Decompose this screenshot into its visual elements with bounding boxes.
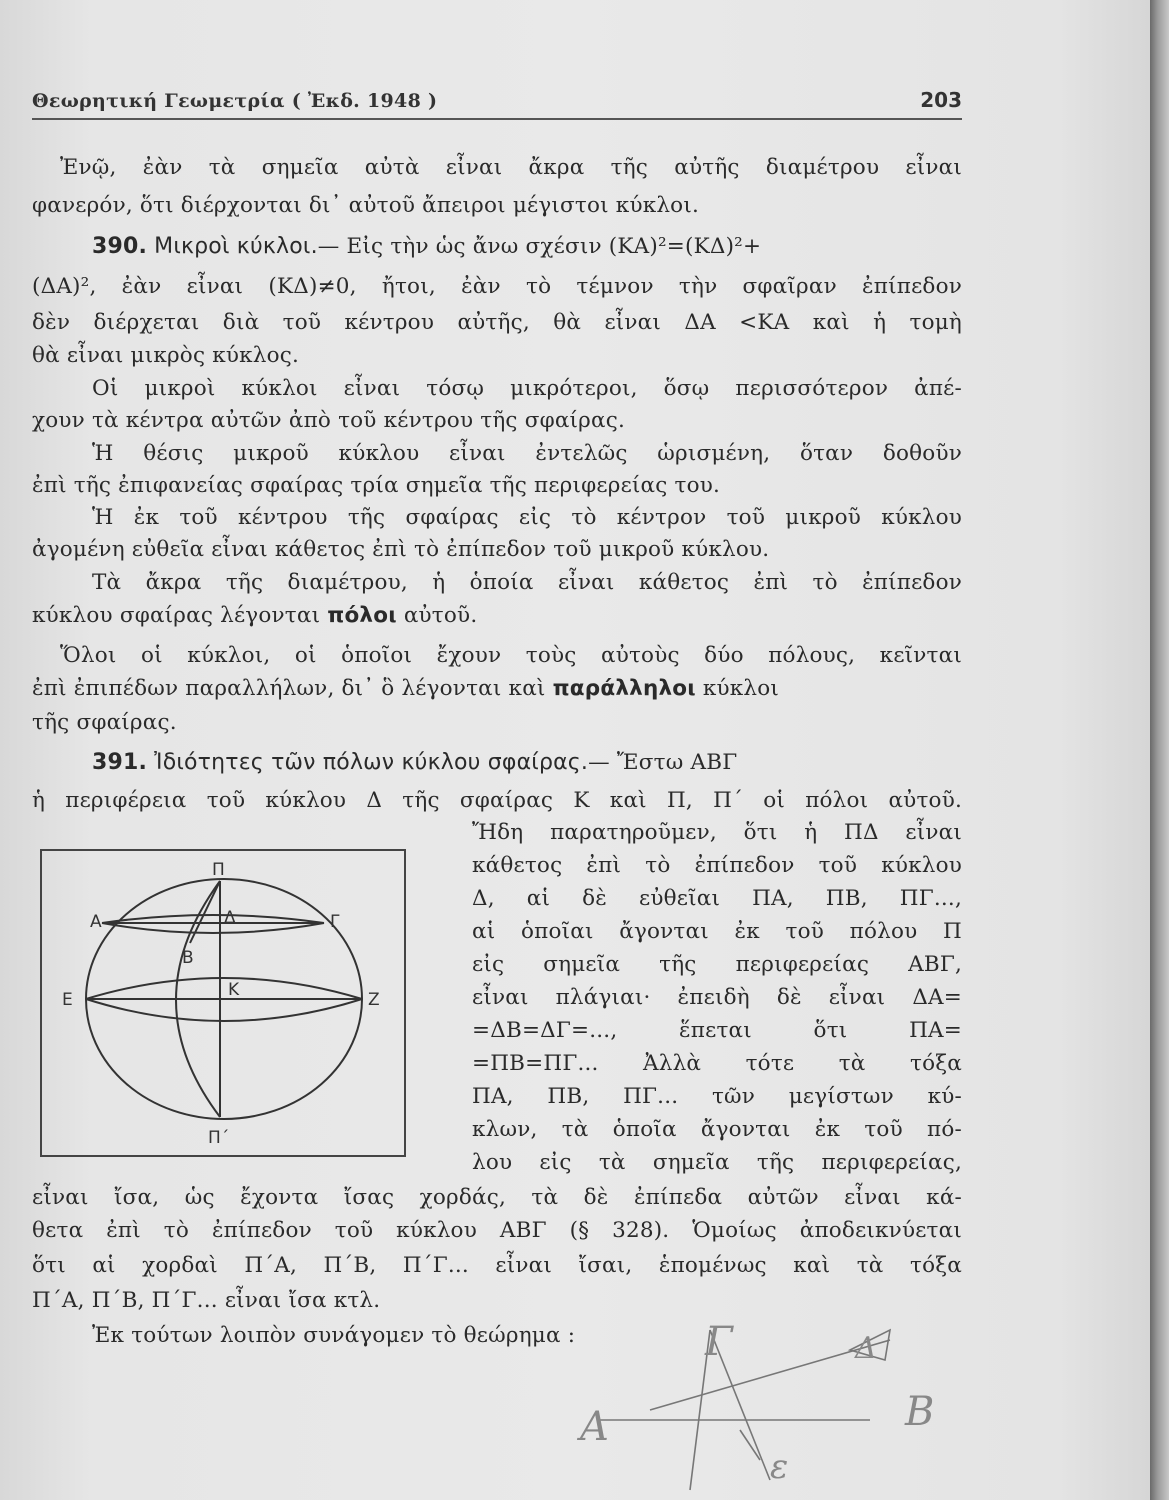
text-line: Ἤδη παρατηροῦμεν, ὅτι ἡ ΠΔ εἶναι	[472, 820, 962, 845]
text-line: εἶναι πλάγιαι· ἐπειδὴ δὲ εἶναι ΔΑ=	[472, 985, 962, 1010]
section-title: Ἰδιότητες τῶν πόλων κύκλου σφαίρας.	[154, 750, 589, 775]
great-circle-back	[86, 978, 362, 999]
text-line: λου εἰς τὰ σημεῖα τῆς περιφερείας,	[472, 1150, 962, 1175]
label-P: Π	[212, 860, 225, 880]
text-line: εἰς σημεῖα τῆς περιφερείας ΑΒΓ,	[472, 952, 962, 977]
text-line: ἀγομένη εὐθεῖα εἶναι κάθετος ἐπὶ τὸ ἐπίπεδον τοῦ μικροῦ κύκλου.	[32, 537, 770, 562]
section-title: Μικροὶ κύκλοι.	[154, 234, 318, 259]
text-line: θετα ἐπὶ τὸ ἐπίπεδον τοῦ κύκλου ΑΒΓ (§ 328). Ὁμοίως ἀποδεικνύεται	[32, 1218, 962, 1243]
page-number: 203	[920, 88, 962, 112]
text-line: Δ, αἱ δὲ εὐθεῖαι ΠΑ, ΠΒ, ΠΓ...,	[472, 886, 962, 911]
text-line: φανερόν, ὅτι διέρχονται δι᾿ αὐτοῦ ἄπειροι μέγιστοι κύκλοι.	[32, 193, 699, 218]
label-B: Β	[182, 948, 194, 968]
text-run: — Ἔστω ΑΒΓ	[588, 750, 738, 775]
term-parallel: παράλληλοι	[552, 676, 696, 701]
label-G: Γ	[330, 912, 340, 932]
great-circle-front	[86, 999, 362, 1021]
label-P-prime: Π΄	[208, 1128, 230, 1148]
text-line	[32, 678, 962, 700]
label-D: Δ	[224, 908, 236, 928]
text-line: Τὰ ἄκρα τῆς διαμέτρου, ἡ ὁποία εἶναι κάθετος ἐπὶ τὸ ἐπίπεδον	[92, 570, 962, 595]
section-number: 391.	[92, 750, 148, 775]
sketch-line	[740, 1430, 760, 1460]
text-line: αἱ ὁποῖαι ἄγονται ἐκ τοῦ πόλου Π	[472, 919, 962, 944]
text-line: (ΔΑ)², ἐὰν εἶναι (ΚΔ)≠0, ἤτοι, ἐὰν τὸ τέμνον τὴν σφαῖραν ἐπίπεδον	[32, 274, 962, 299]
label-E: Ε	[62, 990, 73, 1010]
text-line: χουν τὰ κέντρα αὐτῶν ἀπὸ τοῦ κέντρου τῆς σφαίρας.	[32, 408, 626, 433]
text-line: κλων, τὰ ὁποῖα ἄγονται ἐκ τοῦ πό-	[472, 1117, 962, 1142]
text-run: αὐτοῦ.	[396, 603, 478, 628]
text-line: ἡ περιφέρεια τοῦ κύκλου Δ τῆς σφαίρας Κ καὶ Π, Π΄ οἱ πόλοι αὐτοῦ.	[32, 788, 962, 813]
label-A: Α	[90, 912, 102, 932]
text-line: Ἐνῷ, ἐὰν τὰ σημεῖα αὐτὰ εἶναι ἄκρα τῆς αὐτῆς διαμέτρου εἶναι	[60, 155, 962, 180]
text-line	[32, 605, 962, 627]
text-line: =ΠΒ=ΠΓ... Ἀλλὰ τότε τὰ τόξα	[472, 1051, 962, 1076]
text-run: ἐπὶ ἐπιπέδων παραλλήλων, δι᾿ ὃ λέγονται καὶ	[32, 676, 553, 701]
text-line: Ἡ ἐκ τοῦ κέντρου τῆς σφαίρας εἰς τὸ κέντρον τοῦ μικροῦ κύκλου	[92, 505, 962, 530]
section-390-heading	[92, 236, 962, 258]
label-K: Κ	[228, 980, 240, 1000]
sketch-label: Β	[905, 1389, 935, 1435]
sphere-figure	[40, 849, 406, 1157]
text-line: ὅτι αἱ χορδαὶ Π΄Α, Π΄Β, Π΄Γ... εἶναι ἴσαι, ἑπομένως καὶ τὰ τόξα	[32, 1253, 962, 1278]
text-line: τῆς σφαίρας.	[32, 710, 177, 735]
handwritten-sketch	[560, 1310, 960, 1500]
text-run: κύκλοι	[695, 676, 779, 701]
text-line: Ὅλοι οἱ κύκλοι, οἱ ὁποῖοι ἔχουν τοὺς αὐτοὺς δύο πόλους, κεῖνται	[60, 643, 962, 668]
text-line: Ἡ θέσις μικροῦ κύκλου εἶναι ἐντελῶς ὡρισμένη, ὅταν δοθοῦν	[92, 441, 962, 466]
sphere-diagram	[42, 851, 404, 1155]
term-poloi: πόλοι	[327, 603, 397, 628]
text-line: Π΄Α, Π΄Β, Π΄Γ... εἶναι ἴσα κτλ.	[32, 1288, 381, 1313]
text-line: ἐπὶ τῆς ἐπιφανείας σφαίρας τρία σημεῖα τῆς περιφερείας του.	[32, 473, 721, 498]
text-line: δὲν διέρχεται διὰ τοῦ κέντρου αὐτῆς, θὰ εἶναι ΔΑ <ΚΑ καὶ ἡ τομὴ	[32, 310, 962, 335]
running-header	[32, 88, 962, 120]
sketch-label: Α	[580, 1404, 609, 1450]
text-line: κάθετος ἐπὶ τὸ ἐπίπεδον τοῦ κύκλου	[472, 853, 962, 878]
label-Z: Ζ	[368, 990, 380, 1010]
text-run: κύκλου σφαίρας λέγονται	[32, 603, 328, 628]
text-line: Οἱ μικροὶ κύκλοι εἶναι τόσῳ μικρότεροι, ὅσῳ περισσότερον ἀπέ-	[92, 376, 962, 401]
text-line: ΠΑ, ΠΒ, ΠΓ... τῶν μεγίστων κύ-	[472, 1084, 962, 1109]
text-line: Ἐκ τούτων λοιπὸν συνάγομεν τὸ θεώρημα :	[92, 1323, 576, 1348]
section-391-heading	[92, 752, 962, 774]
section-number: 390.	[92, 234, 148, 259]
text-line: θὰ εἶναι μικρὸς κύκλος.	[32, 343, 300, 368]
page-edge	[1150, 0, 1169, 1500]
text-run: — Εἰς τὴν ὡς ἄνω σχέσιν (ΚΑ)²=(ΚΔ)²+	[317, 234, 762, 259]
small-circle-front	[102, 923, 324, 933]
sketch-label: Γ	[705, 1319, 733, 1365]
text-line: =ΔΒ=ΔΓ=..., ἕπεται ὅτι ΠΑ=	[472, 1018, 962, 1043]
sketch-label: Δ	[855, 1331, 877, 1366]
sketch-label: ε	[770, 1447, 789, 1487]
header-title: Θεωρητική Γεωμετρία ( Ἐκδ. 1948 )	[32, 90, 438, 112]
text-line: εἶναι ἴσα, ὡς ἔχοντα ἴσας χορδάς, τὰ δὲ ἐπίπεδα αὐτῶν εἶναι κά-	[32, 1185, 962, 1210]
small-circle-back	[102, 915, 324, 923]
